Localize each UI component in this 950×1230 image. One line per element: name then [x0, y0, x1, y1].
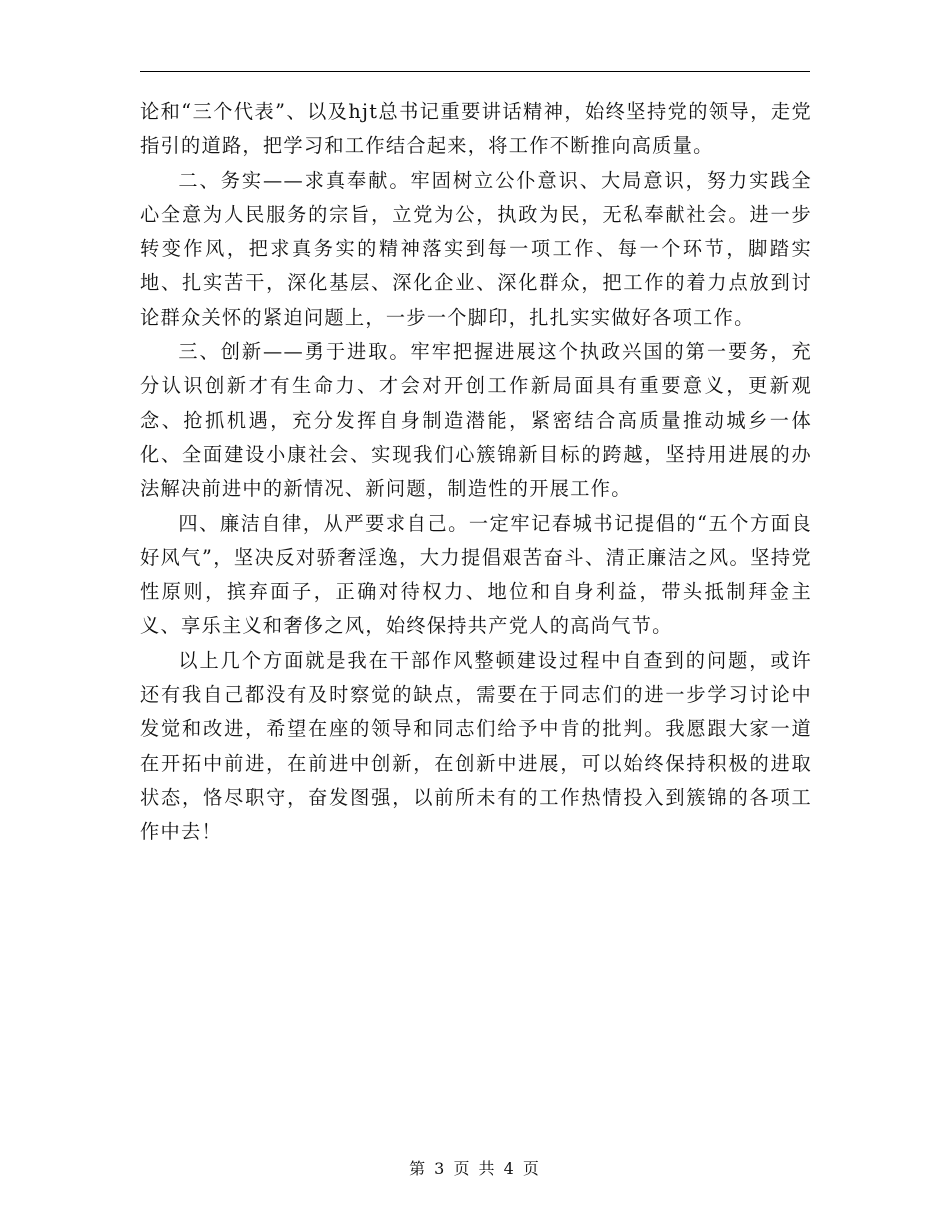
paragraph-innovation: 三、创新——勇于进取。牢牢把握进展这个执政兴国的第一要务，充分认识创新才有生命力、才会对开创工作新局面具有重要意义，更新观念、抢抓机遇，充分发挥自身制造潜能，紧密结合高质量推动城乡一体化、全面建设小康社会、实现我们心簇锦新目标的跨越，坚持用进展的办法解决前进中的新情况、新问题，制造性的开展工作。 — [140, 340, 812, 501]
paragraph-integrity: 四、廉洁自律，从严要求自己。一定牢记春城书记提倡的“五个方面良好风气”，坚决反对骄奢淫逸，大力提倡艰苦奋斗、清正廉洁之风。坚持党性原则，摈弃面子，正确对待权力、地位和自身利益，带头抵制拜金主义、享乐主义和奢侈之风，始终保持共产党人的高尚气节。 — [140, 511, 812, 638]
paragraph-conclusion: 以上几个方面就是我在干部作风整顿建设过程中自查到的问题，或许还有我自己都没有及时察觉的缺点，需要在于同志们的进一步学习讨论中发觉和改进，希望在座的领导和同志们给予中肯的批判。我愿跟大家一道在开拓中前进，在前进中创新，在创新中进展，可以始终保持积极的进取状态，恪尽职守，奋发图强，以前所未有的工作热情投入到簇锦的各项工作中去！ — [140, 648, 812, 844]
header-rule — [140, 71, 810, 72]
paragraph-continuation: 论和“三个代表”、以及hjt总书记重要讲话精神，始终坚持党的领导，走党指引的道路，把学习和工作结合起来，将工作不断推向高质量。 — [140, 100, 812, 158]
document-body — [140, 95, 812, 850]
page-number-footer: 第 3 页 共 4 页 — [409, 1159, 541, 1178]
paragraph-practical: 二、务实——求真奉献。牢固树立公仆意识、大局意识，努力实践全心全意为人民服务的宗旨，立党为公，执政为民，无私奉献社会。进一步转变作风，把求真务实的精神落实到每一项工作、每一个环节，脚踏实地、扎实苦干，深化基层、深化企业、深化群众，把工作的着力点放到讨论群众关怀的紧迫问题上，一步一个脚印，扎扎实实做好各项工作。 — [140, 168, 812, 329]
